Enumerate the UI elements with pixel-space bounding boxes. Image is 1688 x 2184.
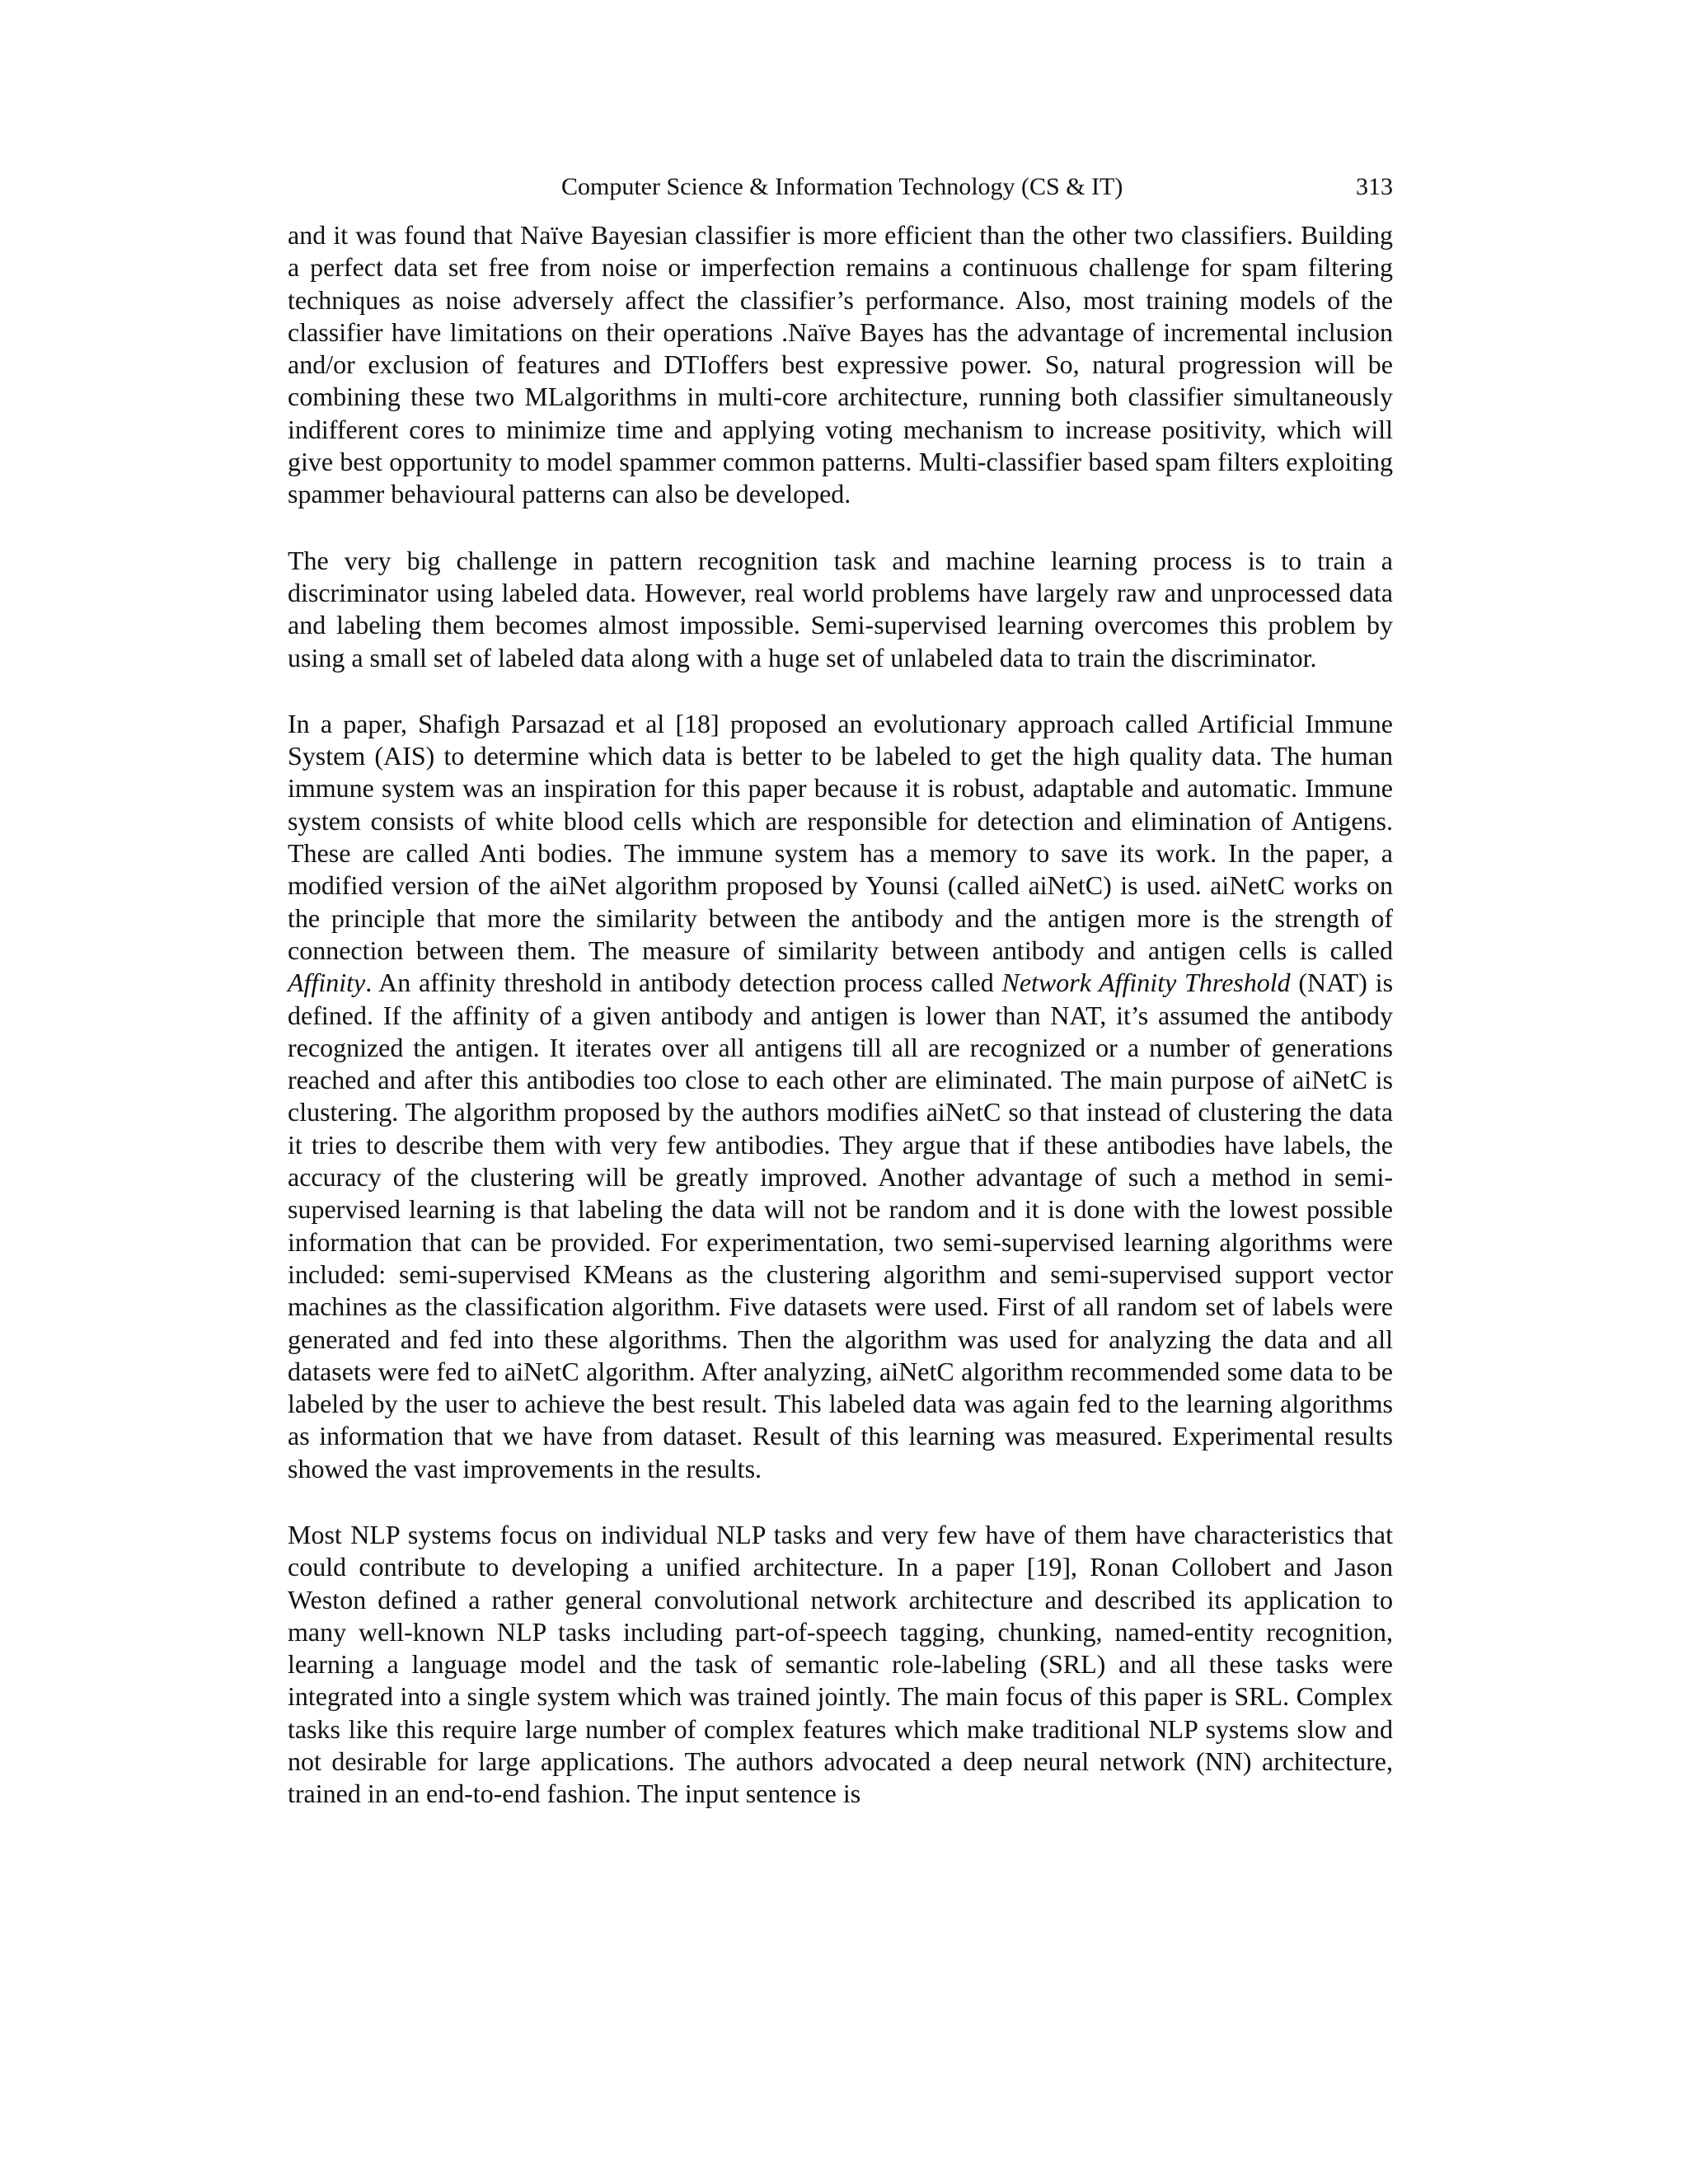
page-number: 313 xyxy=(1356,173,1393,200)
paragraph-spam-filtering: and it was found that Naïve Bayesian classifier is more efficient than the other two classifiers. Building a perfect data set free from noise or imperfection remains a continuous challenge for spam filtering techniques as noise adversely affect the classifier’s performance. Also, most training models of the classifier have limitations on their operations .Naïve Bayes has the advantage of incremental inclusion and/or exclusion of features and DTIoffers best expressive power. So, natural progression will be combining these two MLalgorithms in multi-core architecture, running both classifier simultaneously indifferent cores to minimize time and applying voting mechanism to increase positivity, which will give best opportunity to model spammer common patterns. Multi-classifier based spam filters exploiting spammer behavioural patterns can also be developed. xyxy=(288,220,1393,509)
paragraph-nlp-systems: Most NLP systems focus on individual NLP tasks and very few have of them have characteristics that could contribute to developing a unified architecture. In a paper [19], Ronan Collobert and Jason Weston defined a rather general convolutional network architecture and described its application to many well-known NLP tasks including part-of-speech tagging, chunking, named-entity recognition, learning a language model and the task of semantic role-labeling (SRL) and all these tasks were integrated into a single system which was trained jointly. The main focus of this paper is SRL. Complex tasks like this require large number of complex features which make traditional NLP systems slow and not desirable for large applications. The authors advocated a deep neural network (NN) architecture, trained in an end-to-end fashion. The input sentence is xyxy=(288,1519,1393,1809)
body-text xyxy=(288,219,1393,1811)
nat-term: Network Affinity Threshold xyxy=(1001,968,1291,998)
paragraph-artificial-immune-system xyxy=(288,708,1393,1485)
affinity-term: Affinity xyxy=(288,968,366,998)
ais-text-part-1: In a paper, Shafigh Parsazad et al [18] proposed an evolutionary approach called Artificial Immune System (AIS) to determine which data is better to be labeled to get the high quality data. The human immune system was an inspiration for this paper because it is robust, adaptable and automatic. Immune system consists of white blood cells which are responsible for detection and elimination of Antigens. These are called Anti bodies. The immune system has a memory to save its work. In the paper, a modified version of the aiNet algorithm proposed by Younsi (called aiNetC) is used. aiNetC works on the principle that more the similarity between the antibody and the antigen more is the strength of connection between them. The measure of similarity between antibody and antigen cells is called xyxy=(288,708,1393,965)
ais-text-part-2: . An affinity threshold in antibody detection process called xyxy=(365,968,1002,998)
running-header xyxy=(288,166,1393,208)
ais-text-part-3: (NAT) is defined. If the affinity of a given antibody and antigen is lower than NAT, it’s assumed the antibody recognized the antigen. It iterates over all antigens till all are recognized or a number of generations reached and after this antibodies too close to each other are eliminated. The main purpose of aiNetC is clustering. The algorithm proposed by the authors modifies aiNetC so that instead of clustering the data it tries to describe them with very few antibodies. They argue that if these antibodies have labels, the accuracy of the clustering will be greatly improved. Another advantage of such a method in semi-supervised learning is that labeling the data will not be random and it is done with the lowest possible information that can be provided. For experimentation, two semi-supervised learning algorithms were included: semi-supervised KMeans as the clustering algorithm and semi-supervised support vector machines as the classification algorithm. Five datasets were used. First of all random set of labels were generated and fed into these algorithms. Then the algorithm was used for analyzing the data and all datasets were fed to aiNetC algorithm. After analyzing, aiNetC algorithm recommended some data to be labeled by the user to achieve the best result. This labeled data was again fed to the learning algorithms as information that we have from dataset. Result of this learning was measured. Experimental results showed the vast improvements in the results. xyxy=(288,968,1394,1483)
paragraph-semi-supervised: The very big challenge in pattern recognition task and machine learning process is to train a discriminator using labeled data. However, real world problems have largely raw and unprocessed data and labeling them becomes almost impossible. Semi-supervised learning overcomes this problem by using a small set of labeled data along with a huge set of unlabeled data to train the discriminator. xyxy=(288,545,1393,673)
journal-title: Computer Science & Information Technology (CS & IT) xyxy=(561,173,1123,200)
